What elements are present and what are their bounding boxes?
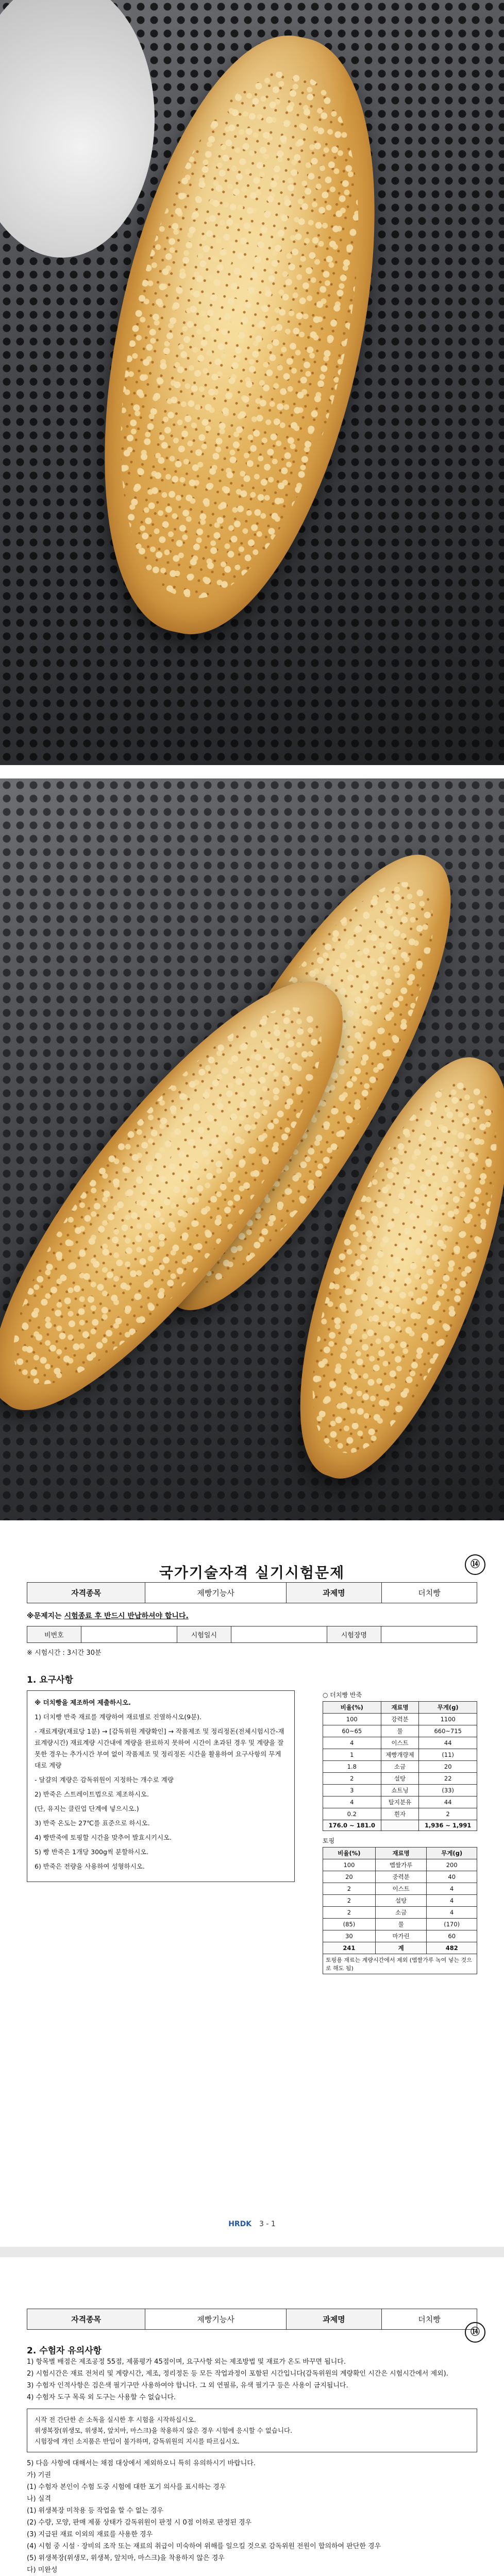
- topping-table: 비율(%) 재료명 무게(g) 100 멥쌀가루 200 20 중력분 40 2 이스트 4 2 설탕 4 2 소금 4 (85) 물 (170) 30 마가린 60 241 계 482 토핑용 재료는 계량시간에서 제외 (멥쌀가루 녹여 넣는 것으로 해도 됨): [323, 1847, 477, 1974]
- page-number: 3 - 1: [259, 2220, 276, 2228]
- req-item: - 재료계량(재료당 1분) → [감독위원 계량확인] → 작품제조 및 정리정돈(전체시험시간-재료계량시간) 재료계량 시간내에 계량을 완료하지 못하여 시간이 초과된 경우 및 계량을 잘못한 경우는 추가시간 부여 없이 작품제조 및 정리정돈 시간을 활용하여 요구사항의 무게대로 계량: [35, 1727, 284, 1769]
- req-item: 4) 빵반죽에 토핑할 시간을 맞추어 발효시키시오.: [35, 1834, 172, 1841]
- hygiene-box: 시작 전 간단한 손 소독을 실시한 후 시험을 시작하십시오. 위생복장(위생모, 위생복, 앞치마, 마스크)을 착용하지 않은 경우 시험에 응시할 수 없습니다. 시험장에 개인 소지품은 반입이 불가하며, 감독위원의 지시를 따르십시오.: [27, 2409, 477, 2452]
- notes-heading: 2. 수험자 유의사항: [27, 2346, 102, 2356]
- req-item: 5) 빵 반죽은 1개당 300g씩 분할하시오.: [35, 1848, 149, 1856]
- exam-page-2: [0, 2309, 504, 2576]
- exam-page-1: [0, 1541, 504, 2247]
- req-item: 3) 반죽 온도는 27℃를 표준으로 하시오.: [35, 1819, 150, 1827]
- col-ingredient: 재료명: [381, 1702, 419, 1714]
- task-value: 더치빵: [381, 1583, 477, 1603]
- topping-note: 토핑용 재료는 계량시간에서 제외 (멥쌀가루 녹여 넣는 것으로 해도 됨): [323, 1954, 477, 1974]
- page-marker: ⑭: [465, 2322, 485, 2343]
- notes-list: 1) 항목별 배점은 제조공정 55점, 제품평가 45점이며, 요구사항 외는 제조방법 및 재료가 온도 바꾸면 됩니다. 2) 시험시간은 재료 전처리 및 계량시간, 제조, 정리정돈 등 모든 작업과정이 포함된 시간입니다(감독위원의 계량확인 시간은 시험시간에서 제외). 3) 수험자 인적사항은 검은색 필기구만 사용하여야 합니다. 그 외 연필류, 유색 필기구 등은 사용이 금지됩니다. 4) 수험자 도구 목록 외 도구는 사용할 수 없습니다.: [27, 2358, 448, 2401]
- number-label: 비번호: [27, 1626, 81, 1643]
- req-item: 2) 반죽은 스트레이트법으로 제조하시오.: [35, 1790, 149, 1798]
- site-label: 시험장명: [327, 1626, 381, 1643]
- requirements-intro: ※ 더치빵을 제조하여 제출하시오.: [35, 1699, 131, 1706]
- recipe-tables: [323, 1690, 477, 1974]
- doc-title: 국가기술자격 실기시험문제: [159, 1564, 345, 1581]
- hrdk-logo: HRDK: [228, 2220, 252, 2228]
- req-item: - 달걀의 계량은 감독위원이 지정하는 개수로 계량: [35, 1776, 174, 1784]
- req-item: 6) 반죽은 전량을 사용하여 성형하시오.: [35, 1862, 145, 1870]
- hrdk-footer: [0, 2220, 504, 2228]
- req-item: (단, 유지는 클린업 단계에 넣으시오.): [35, 1805, 139, 1812]
- page-marker: ⑭: [465, 1554, 485, 1575]
- dough-caption: ○ 더치빵 반죽: [323, 1691, 362, 1699]
- task-label: 과제명: [286, 1583, 381, 1603]
- bread-photo-bottom: [0, 778, 504, 1520]
- col-weight: 무게(g): [419, 1702, 477, 1714]
- candidate-table: [27, 1626, 477, 1643]
- dough-total-row: 176.0 ~ 181.0 1,936 ~ 1,991: [323, 1820, 477, 1831]
- exam-header-table: [27, 1582, 477, 1603]
- col-ratio: 비율(%): [323, 1702, 381, 1714]
- exam-header-table: 자격종목 제빵기능사 과제명 더치빵: [27, 2309, 477, 2330]
- exam-time: ※ 시험시간 : 3시간 30분: [27, 1649, 102, 1657]
- bread-photo-top: [0, 0, 504, 765]
- requirements-box: [27, 1690, 295, 1882]
- field-value: 제빵기능사: [145, 1583, 287, 1603]
- return-warning: ※문제지는 시험종료 후 반드시 반납하셔야 합니다.: [27, 1612, 189, 1620]
- field-label: 자격종목: [27, 1583, 145, 1603]
- req-item: 1) 더치빵 반죽 재료를 계량하여 재료별로 진열하시오(9분).: [35, 1713, 202, 1721]
- dough-table: 비율(%) 재료명 무게(g) 100 강력분 1100 60~65 물 660~715 4 이스트 44 1 제빵개량제 (11) 1.8 소금 20 2 설탕 22 3 쇼트닝 (33) 4 탈지분유 44 0.2 흰자 2 176.0 ~ 181.0 1,936 ~ 1,991: [323, 1701, 477, 1831]
- topping-caption: 토핑: [323, 1837, 335, 1844]
- disqualify-list: 5) 다음 사항에 대해서는 채점 대상에서 제외하오니 특히 유의하시기 바랍니다. 가) 기권 (1) 수험자 본인이 수험 도중 시험에 대한 포기 의사를 표시하는 경우 나) 실격 (1) 위생복장 미착용 등 작업을 할 수 없는 경우 (2) 수량, 모양, 판매 제품 상태가 감독위원이 판정 시 0점 이하로 판정된 경우 (3) 지급된 재료 이외의 재료를 사용한 경우 (4) 시험 중 시설 · 장비의 조작 또는 재료의 취급이 미숙하여 위해를 일으킬 것으로 감독위원 전원이 합의하여 판단한 경우 (5) 위생복장(위생모, 위생복, 앞치마, 마스크)을 착용하지 않은 경우 다) 미완성: [27, 2460, 381, 2574]
- page-separator: [0, 2247, 504, 2257]
- requirements-heading: 1. 요구사항: [27, 1675, 73, 1685]
- date-label: 시험일시: [177, 1626, 231, 1643]
